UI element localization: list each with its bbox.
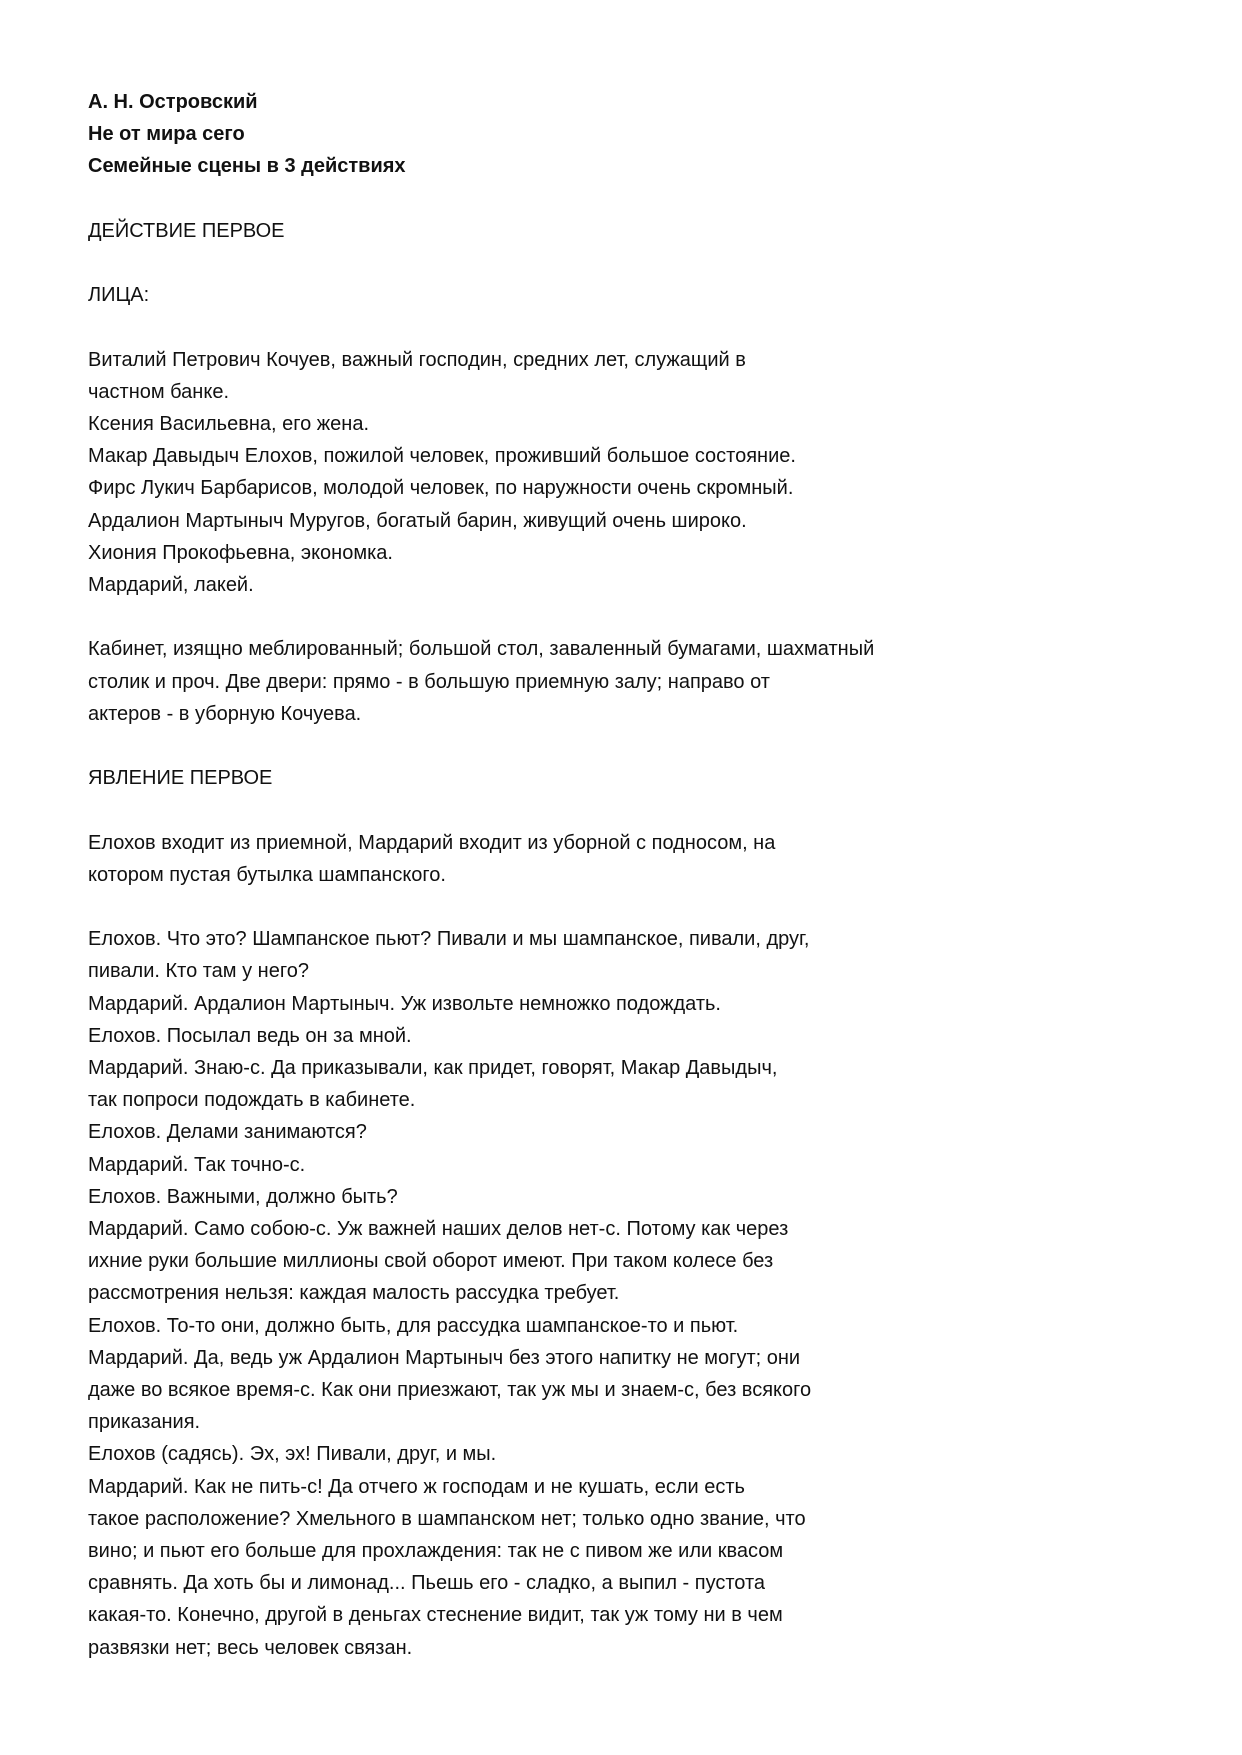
dialogue-line: Мардарий. Ардалион Мартыныч. Уж извольте немножко подождать. xyxy=(88,992,721,1015)
persons-heading: ЛИЦА: xyxy=(88,284,150,307)
play-subtitle: Семейные сцены в 3 действиях xyxy=(88,155,406,178)
dialogue-line: развязки нет; весь человек связан. xyxy=(88,1636,413,1659)
dialogue-line: Мардарий. Само собою-с. Уж важней наших делов нет-с. Потому как через xyxy=(88,1218,789,1240)
persons-line: Хиония Прокофьевна, экономка. xyxy=(88,541,393,564)
spacer xyxy=(88,794,1188,826)
spacer xyxy=(88,601,1188,633)
spacer xyxy=(88,311,1188,343)
dialogue-line: Мардарий. Как не пить-с! Да отчего ж господам и не кушать, если есть xyxy=(88,1475,745,1498)
persons-line: Мардарий, лакей. xyxy=(88,574,254,596)
spacer xyxy=(88,891,1188,923)
dialogue-line: Мардарий. Знаю-с. Да приказывали, как придет, говорят, Макар Давыдыч, xyxy=(88,1056,778,1079)
dialogue-line: ихние руки большие миллионы свой оборот имеют. При таком колесе без xyxy=(88,1250,774,1273)
dialogue-line: так попроси подождать в кабинете. xyxy=(88,1089,416,1112)
dialogue-line: даже во всякое время-с. Как они приезжают, так уж мы и знаем-с, без всякого xyxy=(88,1379,812,1402)
scene-heading: ЯВЛЕНИЕ ПЕРВОЕ xyxy=(88,767,273,790)
setting-line: Кабинет, изящно меблированный; большой стол, заваленный бумагами, шахматный xyxy=(88,638,875,661)
dialogue-line: сравнять. Да хоть бы и лимонад... Пьешь его - сладко, а выпил - пустота xyxy=(88,1572,766,1595)
dialogue-line: вино; и пьют его больше для прохлаждения: так не с пивом же или квасом xyxy=(88,1540,784,1563)
stage-direction xyxy=(88,827,1188,891)
persons-line: Виталий Петрович Кочуев, важный господин, средних лет, служащий в xyxy=(88,348,746,371)
title-block xyxy=(88,86,1188,183)
persons-line: Макар Давыдыч Елохов, пожилой человек, проживший большое состояние. xyxy=(88,445,796,468)
dialogue-line: рассмотрения нельзя: каждая малость рассудка требует. xyxy=(88,1282,620,1305)
stage-direction-line: Елохов входит из приемной, Мардарий входит из уборной с подносом, на xyxy=(88,831,776,854)
dialogue-line: Елохов (садясь). Эх, эх! Пивали, друг, и мы. xyxy=(88,1443,497,1466)
spacer xyxy=(88,183,1188,215)
dialogue-line: Елохов. Важными, должно быть? xyxy=(88,1185,398,1208)
dialogue-line: Елохов. Что это? Шампанское пьют? Пивали и мы шампанское, пивали, друг, xyxy=(88,928,810,951)
dialogue-line: такое расположение? Хмельного в шампанском нет; только одно звание, что xyxy=(88,1507,806,1530)
dialogue-line: пивали. Кто там у него? xyxy=(88,960,309,983)
persons-line: Фирс Лукич Барбарисов, молодой человек, по наружности очень скромный. xyxy=(88,477,794,500)
spacer xyxy=(88,247,1188,279)
persons-line: частном банке. xyxy=(88,380,229,403)
setting-description xyxy=(88,633,1188,730)
persons-line: Ардалион Мартыныч Муругов, богатый барин, живущий очень широко. xyxy=(88,509,747,532)
dialogue-line: Елохов. То-то они, должно быть, для рассудка шампанское-то и пьют. xyxy=(88,1314,739,1337)
dialogue xyxy=(88,923,1188,1664)
spacer xyxy=(88,730,1188,762)
author-name: А. Н. Островский xyxy=(88,91,258,113)
dialogue-line: Мардарий. Так точно-с. xyxy=(88,1153,306,1176)
stage-direction-line: котором пустая бутылка шампанского. xyxy=(88,863,446,886)
dialogue-line: Елохов. Делами занимаются? xyxy=(88,1121,367,1144)
persons-list xyxy=(88,344,1188,602)
dialogue-line: приказания. xyxy=(88,1411,201,1434)
act-heading: ДЕЙСТВИЕ ПЕРВОЕ xyxy=(88,219,285,242)
persons-line: Ксения Васильевна, его жена. xyxy=(88,412,370,435)
setting-line: столик и проч. Две двери: прямо - в большую приемную залу; направо от xyxy=(88,670,770,693)
dialogue-line: какая-то. Конечно, другой в деньгах стеснение видит, так уж тому ни в чем xyxy=(88,1604,783,1627)
dialogue-line: Елохов. Посылал ведь он за мной. xyxy=(88,1024,412,1047)
document-page xyxy=(88,86,1188,1664)
play-title: Не от мира сего xyxy=(88,123,245,146)
dialogue-line: Мардарий. Да, ведь уж Ардалион Мартыныч без этого напитку не могут; они xyxy=(88,1346,801,1369)
setting-line: актеров - в уборную Кочуева. xyxy=(88,702,362,725)
